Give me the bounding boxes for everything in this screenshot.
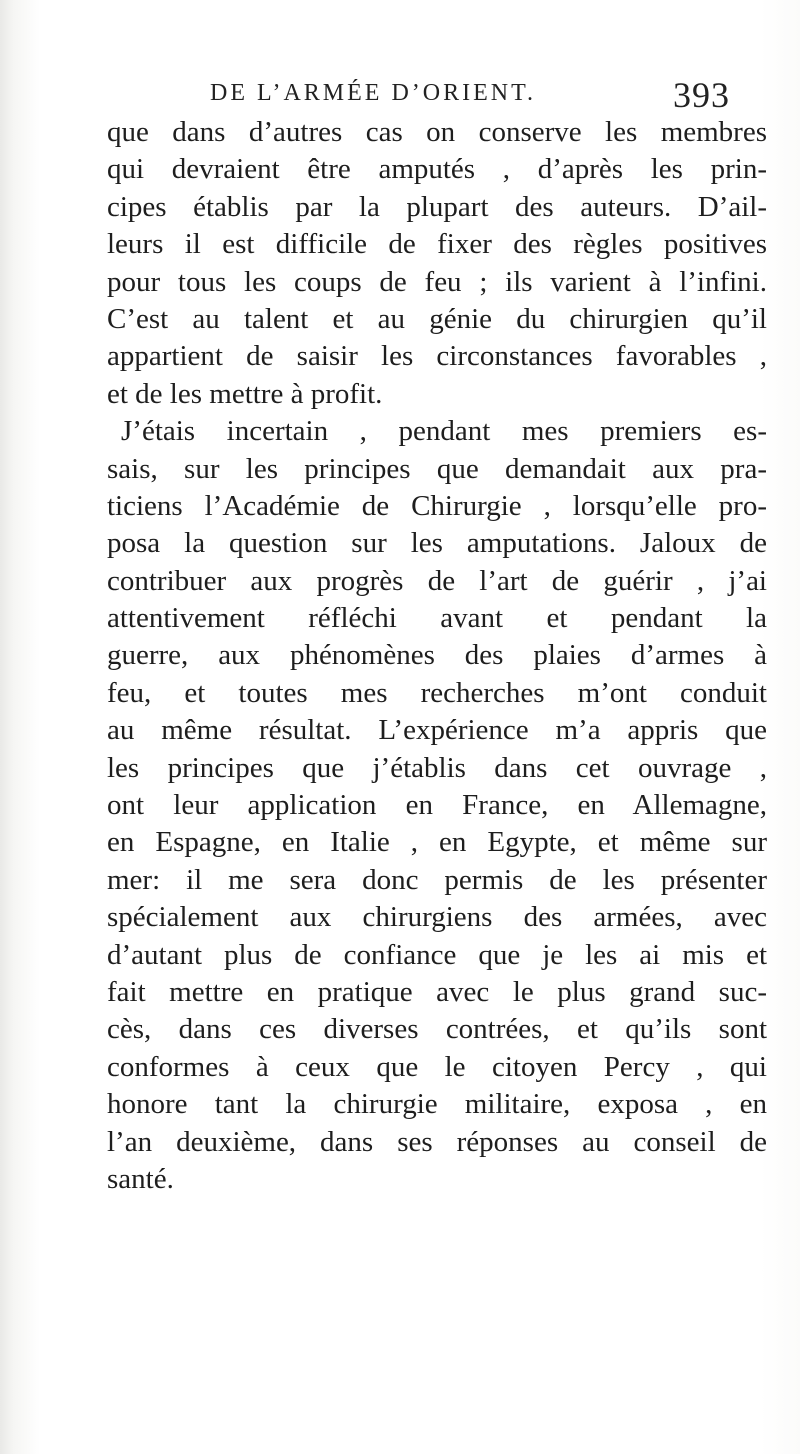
text-line: attentivement réfléchi avant et pendant la [107,602,767,635]
text-line: que dans d’autres cas on conserve les membres [107,116,767,148]
text-line: spécialement aux chirurgiens des armées, avec [107,901,767,934]
text-line: posa la question sur les amputations. Jaloux de [107,527,767,560]
text-line: en Espagne, en Italie , en Egypte, et même sur [107,826,767,859]
text-line: ont leur application en France, en Allemagne, [107,789,767,822]
text-line: l’an deuxième, dans ses réponses au conseil de [107,1125,767,1158]
text-line: appartient de saisir les circonstances favorables , [107,340,767,373]
text-line: cès, dans ces diverses contrées, et qu’ils sont [107,1013,767,1046]
text-line: sais, sur les principes que demandait aux pra- [107,452,767,485]
text-line: ticiens l’Académie de Chirurgie , lorsqu’elle pro- [107,489,767,522]
text-line: contribuer aux progrès de l’art de guérir , j’ai [107,564,767,597]
text-line: au même résultat. L’expérience m’a appris que [107,714,767,747]
text-line: honore tant la chirurgie militaire, exposa , en [107,1088,767,1121]
text-line: C’est au talent et au génie du chirurgien qu’il [107,302,767,335]
page-header [210,74,730,114]
text-line: feu, et toutes mes recherches m’ont conduit [107,676,767,709]
text-line: d’autant plus de confiance que je les ai mis et [107,938,767,971]
text-line: fait mettre en pratique avec le plus grand suc- [107,975,767,1008]
running-head: DE L’ARMÉE D’ORIENT. [210,80,536,106]
text-line: leurs il est difficile de fixer des règles positives [107,228,767,261]
body-text [107,114,767,1198]
text-line: qui devraient être amputés , d’après les prin- [107,153,767,186]
text-line: mer: il me sera donc permis de les présenter [107,863,767,896]
text-line: santé. [107,1162,174,1195]
text-line: cipes établis par la plupart des auteurs. D’ail- [107,190,767,223]
text-line: guerre, aux phénomènes des plaies d’armes à [107,639,767,672]
text-line: J’étais incertain , pendant mes premiers es- [121,415,767,448]
text-line: et de les mettre à profit. [107,377,383,410]
text-line: conformes à ceux que le citoyen Percy , qui [107,1050,767,1083]
text-line: pour tous les coups de feu ; ils varient à l’infini. [107,265,767,298]
text-line: les principes que j’établis dans cet ouvrage , [107,751,767,784]
page-number: 393 [673,75,730,115]
